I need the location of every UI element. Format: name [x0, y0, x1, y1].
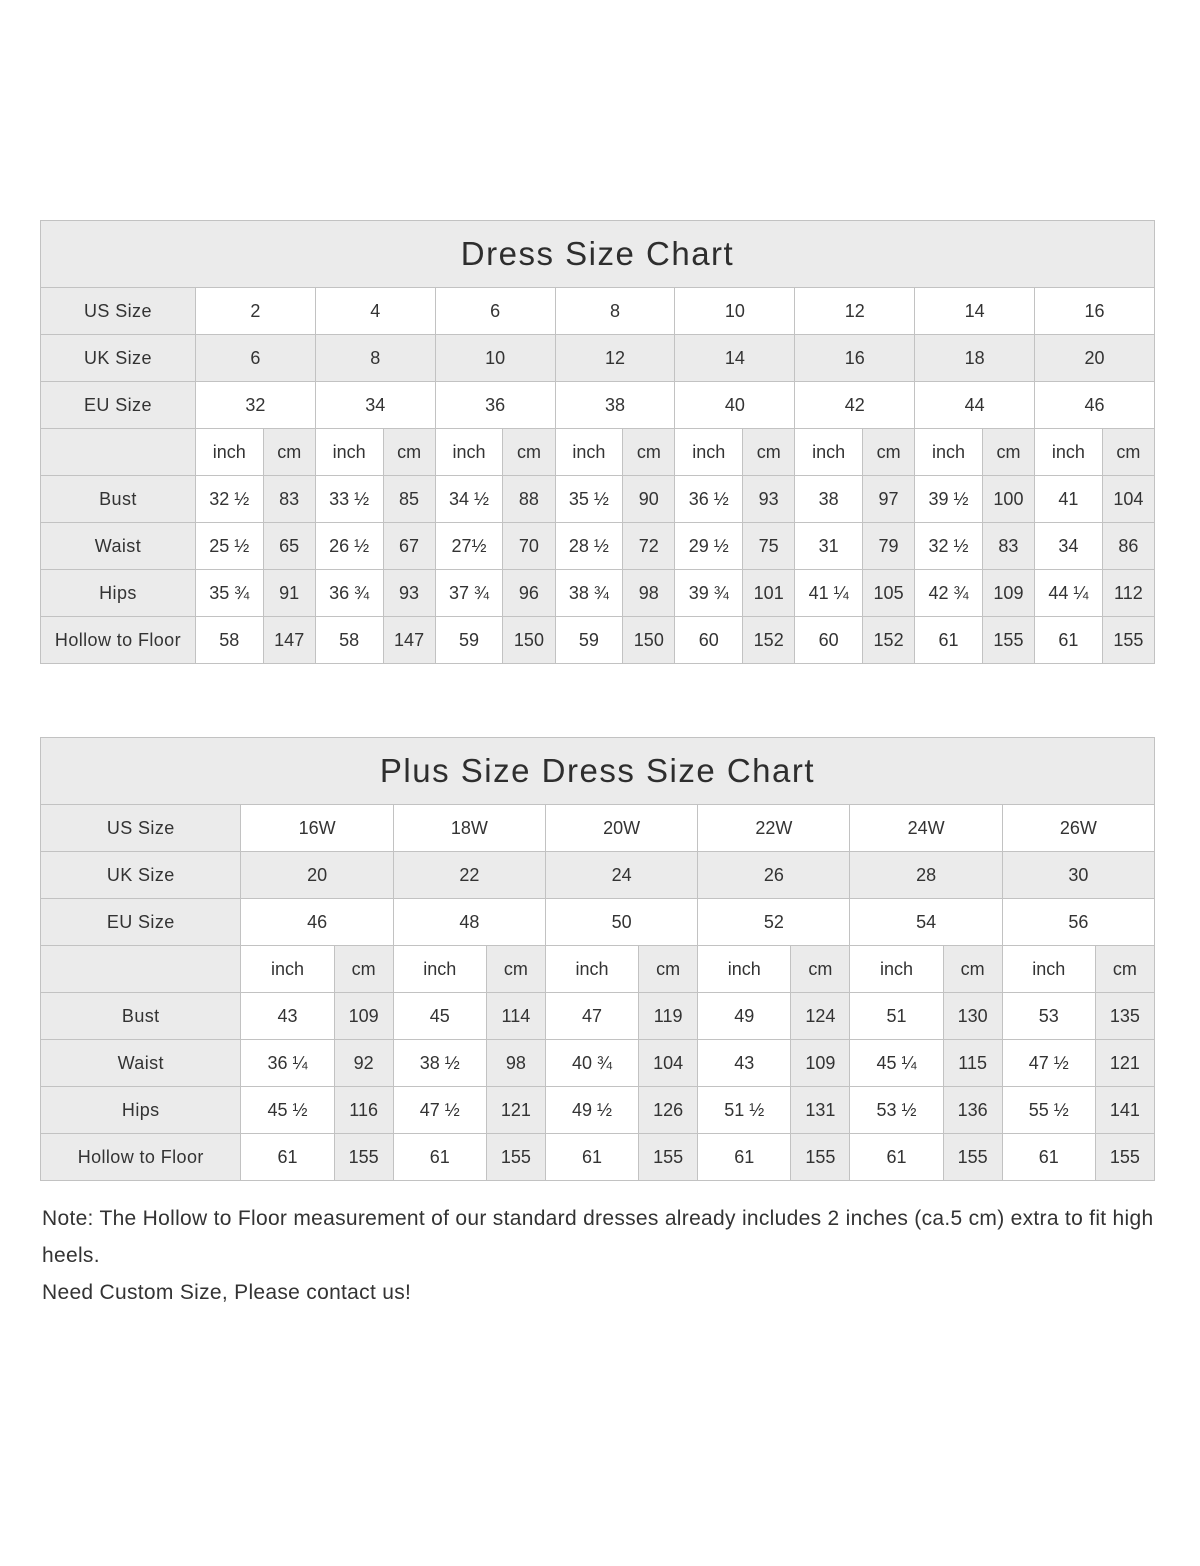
- measurement-value-inch: 41: [1035, 476, 1103, 523]
- measurement-value-cm: 155: [791, 1134, 850, 1181]
- unit-label-cm: cm: [503, 429, 555, 476]
- measurement-value-inch: 55 ½: [1002, 1087, 1095, 1134]
- measurement-value-inch: 61: [1035, 617, 1103, 664]
- row-label: EU Size: [41, 899, 241, 946]
- table-row: [41, 335, 1155, 382]
- measurement-value-inch: 42 ¾: [915, 570, 983, 617]
- size-value: 22: [393, 852, 545, 899]
- note-line-hollow-to-floor: Note: The Hollow to Floor measurement of our standard dresses already includes 2 inches (ca.5 cm) extra to fit high heels.: [42, 1207, 1154, 1267]
- measurement-value-inch: 25 ½: [195, 523, 263, 570]
- table-row: [41, 382, 1155, 429]
- row-label: US Size: [41, 805, 241, 852]
- measurement-value-cm: 155: [982, 617, 1034, 664]
- measurement-value-cm: 85: [383, 476, 435, 523]
- size-value: 18: [915, 335, 1035, 382]
- size-value: 38: [555, 382, 675, 429]
- measurement-value-cm: 147: [263, 617, 315, 664]
- measurement-value-inch: 35 ¾: [195, 570, 263, 617]
- table-row: [41, 617, 1155, 664]
- measurement-value-cm: 121: [486, 1087, 545, 1134]
- measurement-value-cm: 121: [1095, 1040, 1154, 1087]
- measurement-value-cm: 93: [383, 570, 435, 617]
- measurement-value-inch: 45 ½: [241, 1087, 334, 1134]
- size-value: 26W: [1002, 805, 1154, 852]
- measurement-value-inch: 47: [545, 993, 638, 1040]
- unit-label-inch: inch: [241, 946, 334, 993]
- measurement-value-inch: 27½: [435, 523, 503, 570]
- measurement-value-cm: 109: [334, 993, 393, 1040]
- unit-label-inch: inch: [545, 946, 638, 993]
- size-value: 8: [315, 335, 435, 382]
- measurement-value-cm: 141: [1095, 1087, 1154, 1134]
- unit-label-cm: cm: [982, 429, 1034, 476]
- measurement-value-inch: 40 ¾: [545, 1040, 638, 1087]
- unit-label-cm: cm: [334, 946, 393, 993]
- size-value: 8: [555, 288, 675, 335]
- table-row: [41, 221, 1155, 288]
- size-value: 12: [795, 288, 915, 335]
- measurement-value-inch: 58: [315, 617, 383, 664]
- measurement-value-cm: 155: [1102, 617, 1154, 664]
- row-label: Waist: [41, 523, 196, 570]
- measurement-value-inch: 36 ¼: [241, 1040, 334, 1087]
- measurement-value-inch: 43: [241, 993, 334, 1040]
- measurement-value-cm: 104: [1102, 476, 1154, 523]
- measurement-value-inch: 43: [698, 1040, 791, 1087]
- measurement-value-cm: 131: [791, 1087, 850, 1134]
- size-value: 26: [698, 852, 850, 899]
- measurement-value-cm: 104: [639, 1040, 698, 1087]
- size-value: 10: [675, 288, 795, 335]
- measurement-value-cm: 86: [1102, 523, 1154, 570]
- size-value: 52: [698, 899, 850, 946]
- size-value: 54: [850, 899, 1002, 946]
- measurement-value-inch: 33 ½: [315, 476, 383, 523]
- measurement-value-inch: 36 ½: [675, 476, 743, 523]
- size-value: 42: [795, 382, 915, 429]
- size-value: 40: [675, 382, 795, 429]
- measurement-value-cm: 72: [623, 523, 675, 570]
- measurement-value-cm: 135: [1095, 993, 1154, 1040]
- unit-label-inch: inch: [675, 429, 743, 476]
- size-value: 20W: [545, 805, 697, 852]
- measurement-value-cm: 112: [1102, 570, 1154, 617]
- measurement-value-cm: 90: [623, 476, 675, 523]
- size-value: 34: [315, 382, 435, 429]
- measurement-value-inch: 45 ¼: [850, 1040, 943, 1087]
- measurement-value-cm: 116: [334, 1087, 393, 1134]
- size-value: 24W: [850, 805, 1002, 852]
- measurement-value-inch: 61: [545, 1134, 638, 1181]
- measurement-value-cm: 97: [863, 476, 915, 523]
- measurement-value-inch: 51: [850, 993, 943, 1040]
- measurement-value-inch: 61: [1002, 1134, 1095, 1181]
- size-value: 12: [555, 335, 675, 382]
- row-label: UK Size: [41, 852, 241, 899]
- measurement-value-cm: 152: [863, 617, 915, 664]
- unit-label-cm: cm: [743, 429, 795, 476]
- measurement-value-inch: 59: [435, 617, 503, 664]
- measurement-value-inch: 35 ½: [555, 476, 623, 523]
- size-value: 4: [315, 288, 435, 335]
- table-row: [41, 805, 1155, 852]
- table-row: [41, 993, 1155, 1040]
- table-row: [41, 1040, 1155, 1087]
- measurement-value-inch: 37 ¾: [435, 570, 503, 617]
- measurement-value-cm: 100: [982, 476, 1034, 523]
- measurement-value-inch: 61: [850, 1134, 943, 1181]
- plus-size-chart-table: [40, 737, 1155, 1181]
- size-value: 44: [915, 382, 1035, 429]
- unit-label-cm: cm: [263, 429, 315, 476]
- measurement-value-cm: 136: [943, 1087, 1002, 1134]
- size-value: 48: [393, 899, 545, 946]
- measurement-value-inch: 31: [795, 523, 863, 570]
- measurement-value-cm: 88: [503, 476, 555, 523]
- measurement-value-cm: 79: [863, 523, 915, 570]
- table-row: [41, 429, 1155, 476]
- size-value: 10: [435, 335, 555, 382]
- unit-label-inch: inch: [555, 429, 623, 476]
- size-value: 32: [195, 382, 315, 429]
- standard-size-chart-body: [41, 221, 1155, 664]
- unit-label-inch: inch: [1002, 946, 1095, 993]
- measurement-value-cm: 96: [503, 570, 555, 617]
- measurement-value-inch: 38 ½: [393, 1040, 486, 1087]
- measurement-value-inch: 51 ½: [698, 1087, 791, 1134]
- size-value: 6: [195, 335, 315, 382]
- table-row: [41, 570, 1155, 617]
- chart-title: Dress Size Chart: [41, 221, 1155, 288]
- measurement-value-cm: 65: [263, 523, 315, 570]
- row-label: Waist: [41, 1040, 241, 1087]
- table-row: [41, 1087, 1155, 1134]
- row-label: Hips: [41, 1087, 241, 1134]
- measurement-value-cm: 155: [486, 1134, 545, 1181]
- table-row: [41, 1134, 1155, 1181]
- row-label: EU Size: [41, 382, 196, 429]
- measurement-value-inch: 61: [915, 617, 983, 664]
- size-value: 14: [675, 335, 795, 382]
- measurement-value-inch: 45: [393, 993, 486, 1040]
- unit-label-inch: inch: [315, 429, 383, 476]
- measurement-value-inch: 38: [795, 476, 863, 523]
- measurement-value-cm: 155: [639, 1134, 698, 1181]
- unit-label-inch: inch: [393, 946, 486, 993]
- measurement-value-inch: 39 ¾: [675, 570, 743, 617]
- unit-label-cm: cm: [943, 946, 1002, 993]
- measurement-value-inch: 60: [795, 617, 863, 664]
- unit-label-cm: cm: [1095, 946, 1154, 993]
- note-text: [42, 1200, 1160, 1311]
- standard-size-chart-table: [40, 220, 1155, 664]
- measurement-value-cm: 105: [863, 570, 915, 617]
- size-value: 46: [241, 899, 393, 946]
- size-value: 16W: [241, 805, 393, 852]
- size-value: 18W: [393, 805, 545, 852]
- size-value: 22W: [698, 805, 850, 852]
- row-label: Hollow to Floor: [41, 1134, 241, 1181]
- measurement-value-inch: 58: [195, 617, 263, 664]
- measurement-value-inch: 32 ½: [915, 523, 983, 570]
- measurement-value-cm: 150: [503, 617, 555, 664]
- unit-label-cm: cm: [791, 946, 850, 993]
- table-row: [41, 476, 1155, 523]
- unit-label-inch: inch: [698, 946, 791, 993]
- measurement-value-inch: 53: [1002, 993, 1095, 1040]
- note-line-custom-size: Need Custom Size, Please contact us!: [42, 1281, 412, 1304]
- measurement-value-cm: 152: [743, 617, 795, 664]
- measurement-value-cm: 67: [383, 523, 435, 570]
- row-label-empty: [41, 946, 241, 993]
- measurement-value-cm: 126: [639, 1087, 698, 1134]
- measurement-value-inch: 26 ½: [315, 523, 383, 570]
- measurement-value-inch: 41 ¼: [795, 570, 863, 617]
- table-row: [41, 899, 1155, 946]
- unit-label-inch: inch: [1035, 429, 1103, 476]
- measurement-value-inch: 34 ½: [435, 476, 503, 523]
- measurement-value-cm: 83: [982, 523, 1034, 570]
- row-label: Hollow to Floor: [41, 617, 196, 664]
- row-label: UK Size: [41, 335, 196, 382]
- measurement-value-inch: 61: [698, 1134, 791, 1181]
- unit-label-cm: cm: [486, 946, 545, 993]
- size-value: 36: [435, 382, 555, 429]
- measurement-value-inch: 49: [698, 993, 791, 1040]
- size-value: 16: [1035, 288, 1155, 335]
- size-value: 30: [1002, 852, 1154, 899]
- measurement-value-cm: 101: [743, 570, 795, 617]
- measurement-value-cm: 70: [503, 523, 555, 570]
- unit-label-cm: cm: [1102, 429, 1154, 476]
- size-value: 56: [1002, 899, 1154, 946]
- measurement-value-cm: 130: [943, 993, 1002, 1040]
- measurement-value-cm: 155: [334, 1134, 393, 1181]
- size-value: 6: [435, 288, 555, 335]
- measurement-value-inch: 60: [675, 617, 743, 664]
- measurement-value-inch: 28 ½: [555, 523, 623, 570]
- measurement-value-cm: 147: [383, 617, 435, 664]
- row-label-empty: [41, 429, 196, 476]
- size-value: 14: [915, 288, 1035, 335]
- measurement-value-cm: 109: [791, 1040, 850, 1087]
- measurement-value-cm: 75: [743, 523, 795, 570]
- measurement-value-inch: 38 ¾: [555, 570, 623, 617]
- size-value: 2: [195, 288, 315, 335]
- size-value: 20: [241, 852, 393, 899]
- unit-label-cm: cm: [863, 429, 915, 476]
- size-value: 24: [545, 852, 697, 899]
- measurement-value-inch: 47 ½: [1002, 1040, 1095, 1087]
- measurement-value-cm: 92: [334, 1040, 393, 1087]
- unit-label-inch: inch: [795, 429, 863, 476]
- measurement-value-cm: 93: [743, 476, 795, 523]
- table-row: [41, 523, 1155, 570]
- table-row: [41, 738, 1155, 805]
- measurement-value-inch: 53 ½: [850, 1087, 943, 1134]
- unit-label-cm: cm: [639, 946, 698, 993]
- measurement-value-cm: 98: [623, 570, 675, 617]
- measurement-value-cm: 83: [263, 476, 315, 523]
- unit-label-inch: inch: [195, 429, 263, 476]
- size-value: 16: [795, 335, 915, 382]
- measurement-value-cm: 150: [623, 617, 675, 664]
- measurement-value-inch: 61: [241, 1134, 334, 1181]
- table-row: [41, 288, 1155, 335]
- size-value: 20: [1035, 335, 1155, 382]
- measurement-value-inch: 36 ¾: [315, 570, 383, 617]
- measurement-value-inch: 61: [393, 1134, 486, 1181]
- unit-label-cm: cm: [383, 429, 435, 476]
- size-value: 50: [545, 899, 697, 946]
- measurement-value-cm: 115: [943, 1040, 1002, 1087]
- row-label: Bust: [41, 476, 196, 523]
- unit-label-inch: inch: [850, 946, 943, 993]
- measurement-value-inch: 59: [555, 617, 623, 664]
- measurement-value-inch: 32 ½: [195, 476, 263, 523]
- measurement-value-inch: 29 ½: [675, 523, 743, 570]
- table-row: [41, 946, 1155, 993]
- row-label: Bust: [41, 993, 241, 1040]
- measurement-value-cm: 109: [982, 570, 1034, 617]
- size-value: 46: [1035, 382, 1155, 429]
- measurement-value-cm: 114: [486, 993, 545, 1040]
- measurement-value-inch: 34: [1035, 523, 1103, 570]
- measurement-value-cm: 98: [486, 1040, 545, 1087]
- chart-title: Plus Size Dress Size Chart: [41, 738, 1155, 805]
- measurement-value-cm: 91: [263, 570, 315, 617]
- table-row: [41, 852, 1155, 899]
- measurement-value-inch: 49 ½: [545, 1087, 638, 1134]
- unit-label-inch: inch: [435, 429, 503, 476]
- measurement-value-cm: 155: [943, 1134, 1002, 1181]
- unit-label-cm: cm: [623, 429, 675, 476]
- measurement-value-inch: 39 ½: [915, 476, 983, 523]
- measurement-value-cm: 119: [639, 993, 698, 1040]
- unit-label-inch: inch: [915, 429, 983, 476]
- size-value: 28: [850, 852, 1002, 899]
- measurement-value-inch: 47 ½: [393, 1087, 486, 1134]
- plus-size-chart-body: [41, 738, 1155, 1181]
- measurement-value-cm: 155: [1095, 1134, 1154, 1181]
- measurement-value-cm: 124: [791, 993, 850, 1040]
- row-label: Hips: [41, 570, 196, 617]
- measurement-value-inch: 44 ¼: [1035, 570, 1103, 617]
- row-label: US Size: [41, 288, 196, 335]
